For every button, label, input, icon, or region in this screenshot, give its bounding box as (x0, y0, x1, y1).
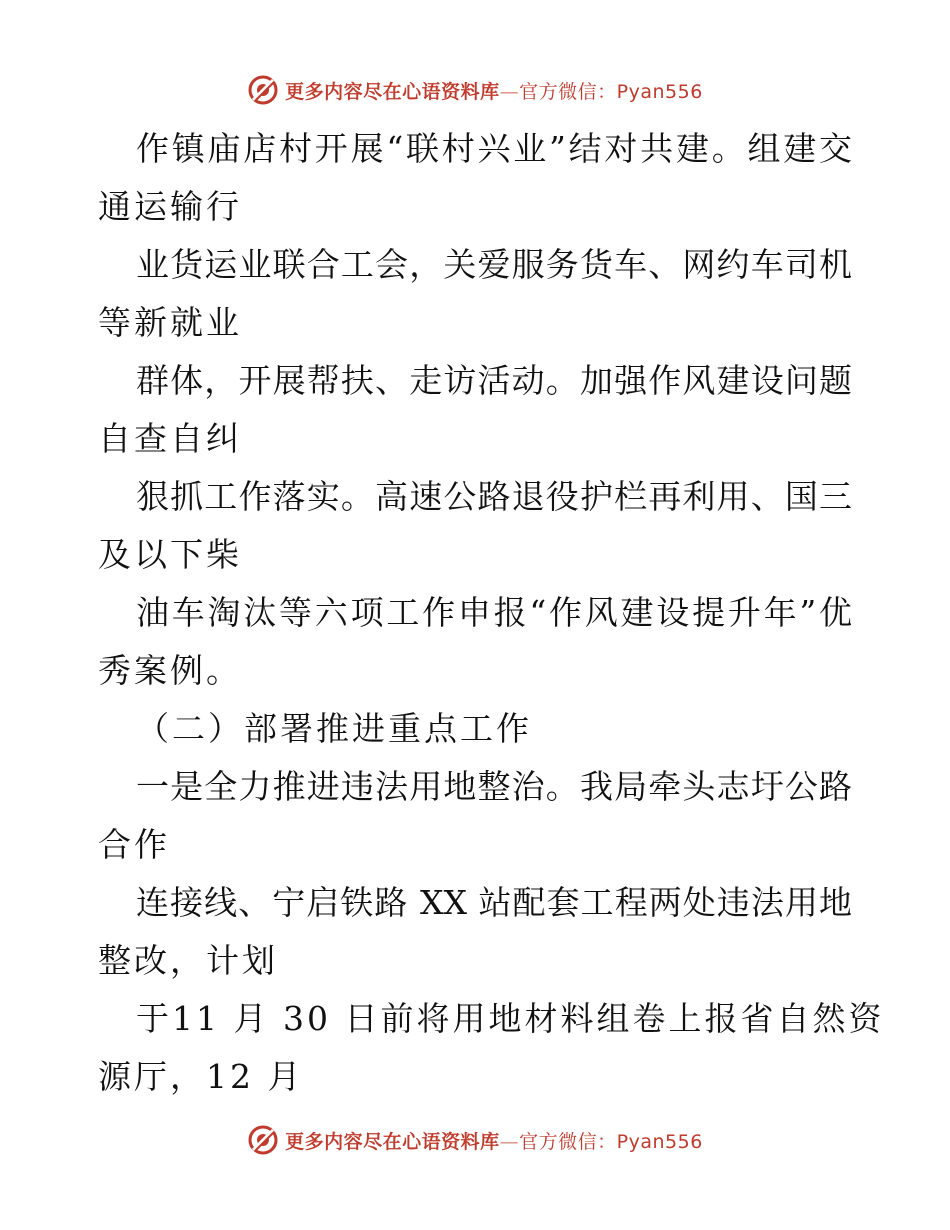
watermark-main-text: 更多内容尽在心语资料库 (285, 80, 500, 103)
text-line: 及以下柴 (98, 535, 242, 574)
text-line: 源厅，12 月 (98, 1057, 304, 1096)
text-line: 于11 月 30 日前将用地材料组卷上报省自然资 (136, 999, 885, 1038)
text-line: 自查自纠 (98, 419, 242, 458)
text-line: 作镇庙店村开展“联村兴业”结对共建。组建交 (136, 129, 852, 168)
watermark-dash: — (499, 1130, 520, 1153)
text-line: 连接线、宁启铁路 XX 站配套工程两处违法用地 (136, 883, 852, 922)
watermark-contact-text: 官方微信：Pyan556 (519, 1130, 703, 1153)
watermark-dash: — (499, 80, 520, 103)
section-heading: （二）部署推进重点工作 (136, 709, 532, 748)
text-line: 群体，开展帮扶、走访活动。加强作风建设问题 (136, 361, 852, 400)
text-line: 整改，计划 (98, 941, 278, 980)
watermark-contact-text: 官方微信：Pyan556 (519, 80, 703, 103)
text-line: 业货运业联合工会，关爱服务货车、网约车司机 (136, 245, 852, 284)
text-line: 秀案例。 (98, 651, 242, 690)
text-line: 合作 (98, 825, 170, 864)
watermark-main-text: 更多内容尽在心语资料库 (285, 1130, 500, 1153)
header-watermark (0, 70, 950, 110)
document-body (98, 120, 885, 1106)
brush-logo-icon (247, 1124, 279, 1156)
text-line: 等新就业 (98, 303, 242, 342)
text-line: 通运输行 (98, 187, 242, 226)
text-line: 油车淘汰等六项工作申报“作风建设提升年”优 (136, 593, 852, 632)
text-line: 一是全力推进违法用地整治。我局牵头志圩公路 (136, 767, 852, 806)
footer-watermark (0, 1120, 950, 1160)
brush-logo-icon (247, 74, 279, 106)
text-line: 狠抓工作落实。高速公路退役护栏再利用、国三 (136, 477, 852, 516)
